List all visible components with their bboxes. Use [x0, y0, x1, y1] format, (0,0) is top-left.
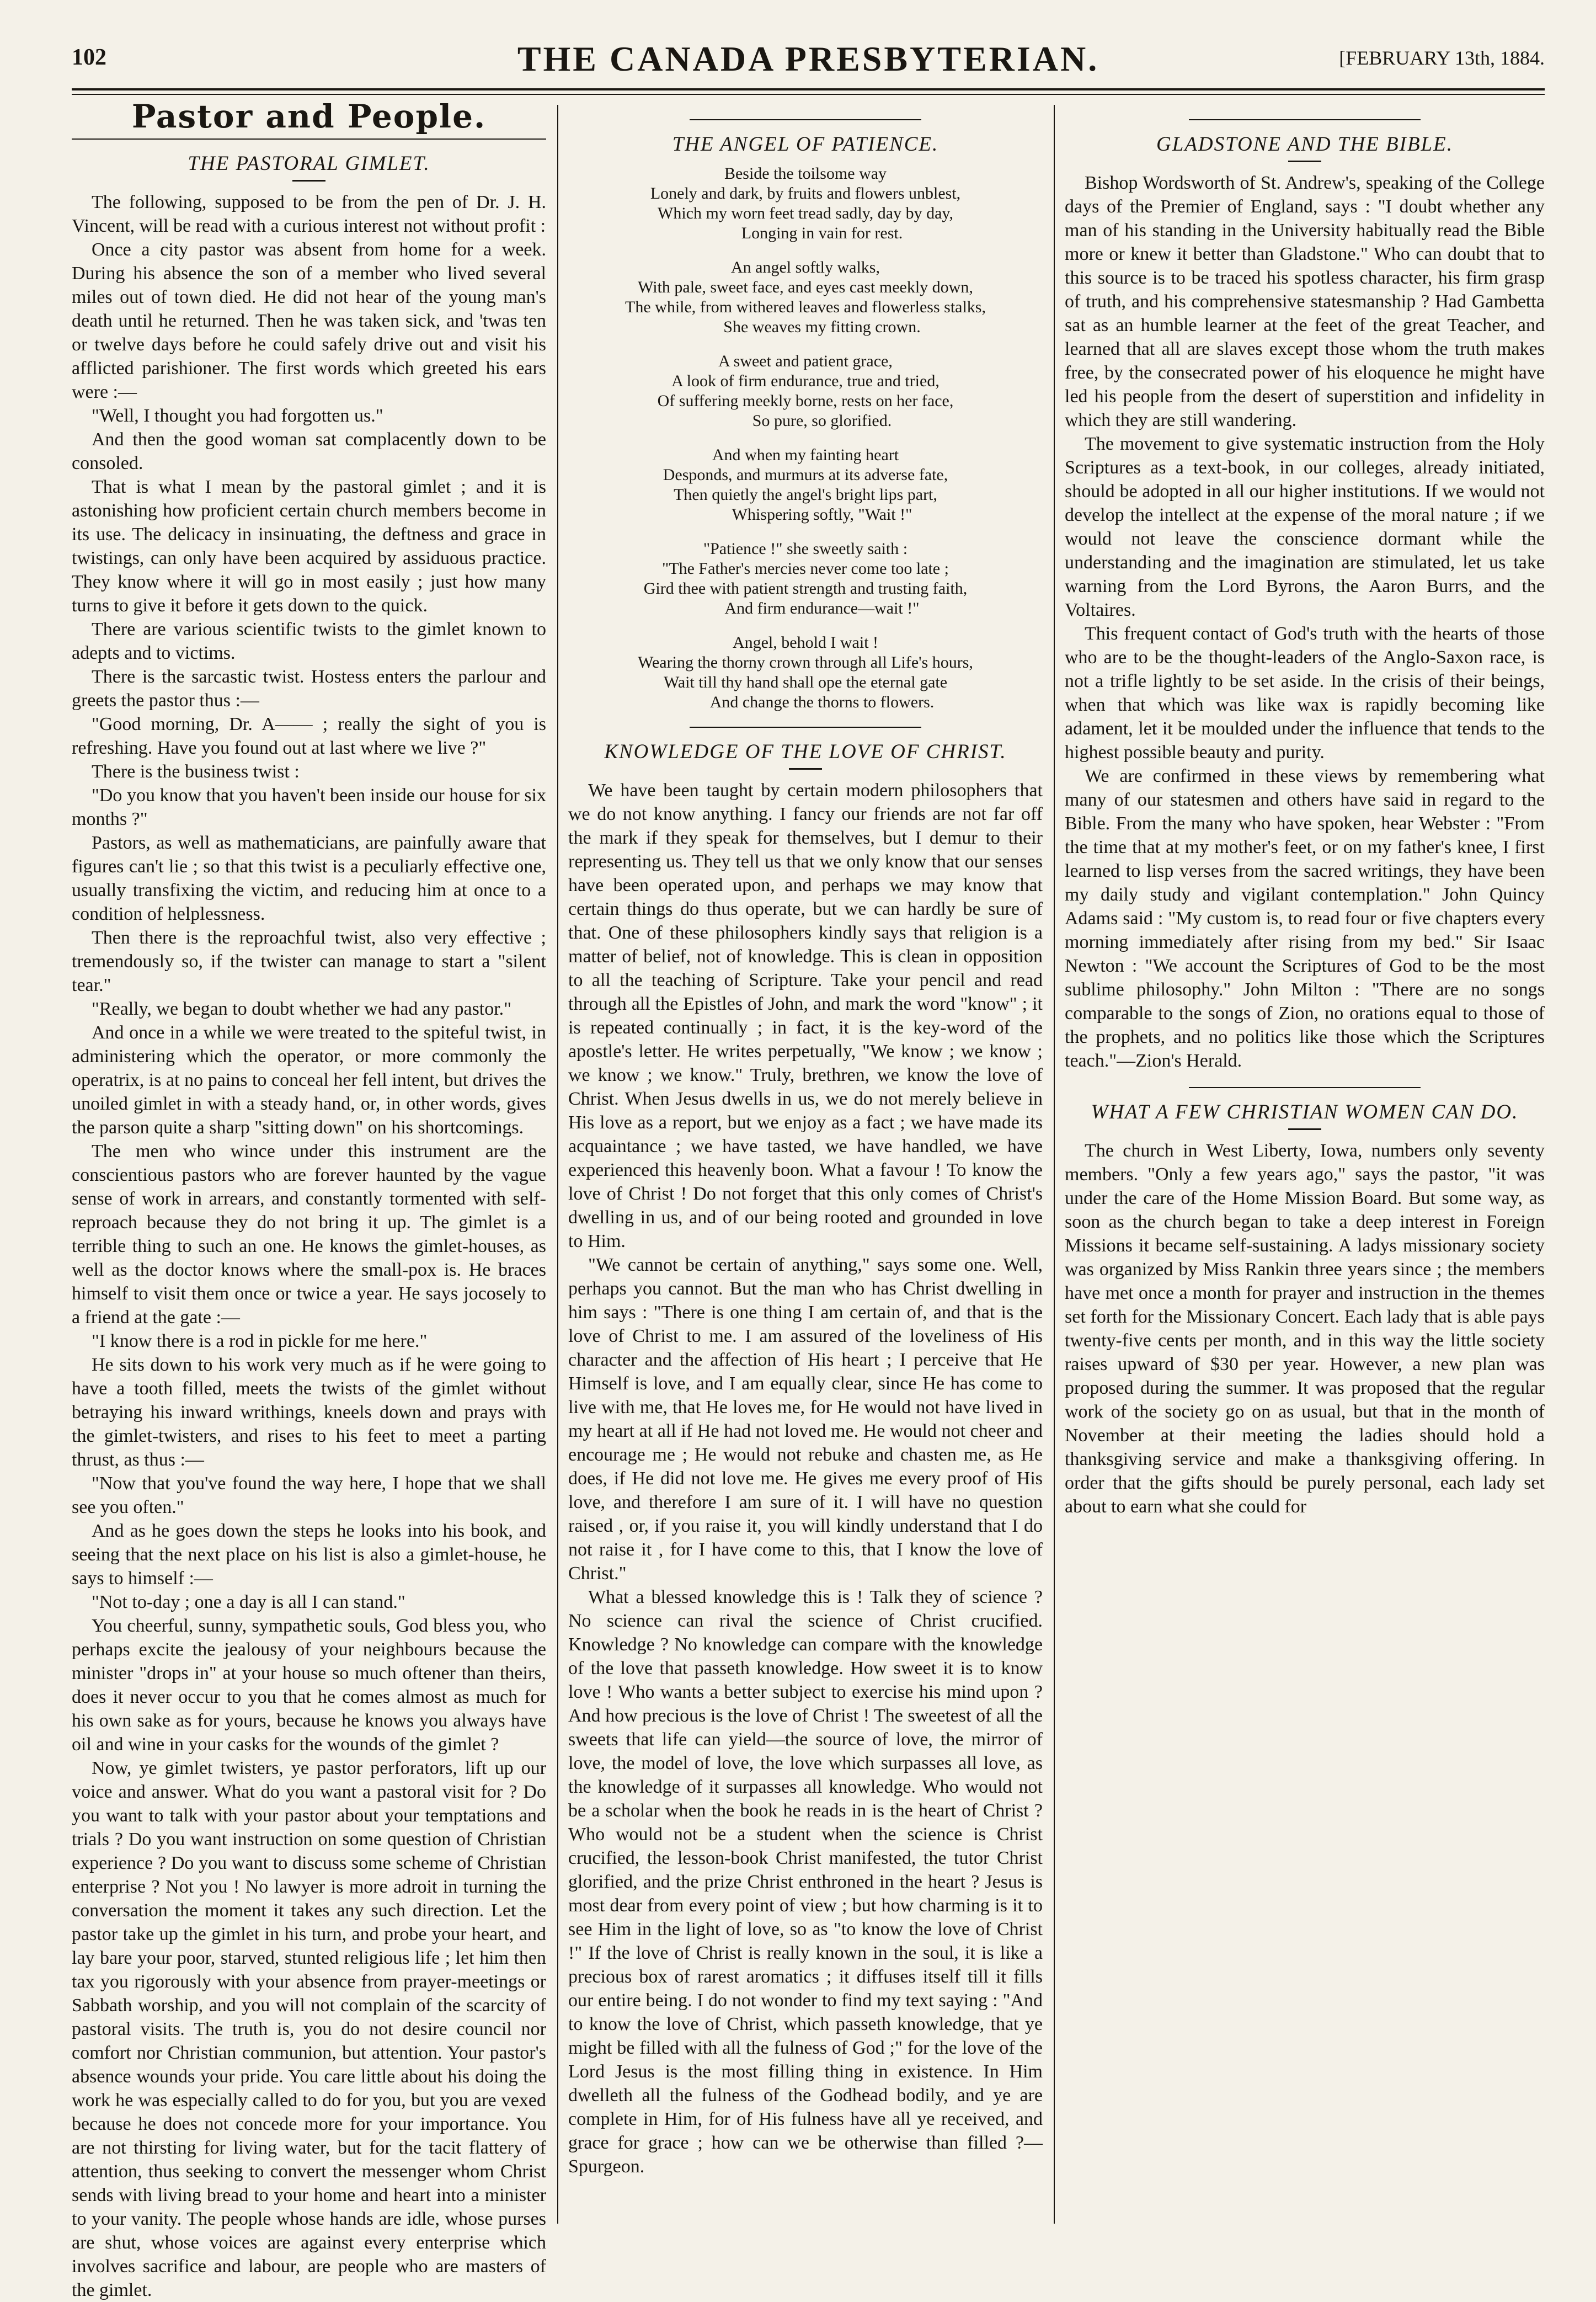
article-title: GLADSTONE AND THE BIBLE. [1156, 133, 1453, 156]
poem-line: Then quietly the angel's bright lips part, [674, 486, 937, 504]
poem-line: She weaves my fitting crown. [723, 318, 921, 336]
poem-stanza [568, 164, 1043, 243]
poem-line: "Patience !" she sweetly saith : [703, 540, 908, 558]
poem-title: THE ANGEL OF PATIENCE. [672, 133, 939, 156]
paragraph: The movement to give systematic instruction from the Holy Scriptures as a text-book, in our colleges, already initiated, should be adopted in all our higher institutions. If we would not develop the intellect at the expense of the moral nature ; if we would not leave the conscience dormant while the understanding and the imagination are stimulated, let us take warning from the Lord Byrons, the Aaron Burrs, and the Voltaires. [1065, 434, 1545, 620]
poem-line: Wait till thy hand shall ope the eternal gate [663, 673, 948, 691]
paragraph: "I know there is a rod in pickle for me here." [92, 1331, 428, 1351]
poem-stanza [568, 633, 1043, 712]
paragraph: What a blessed knowledge this is ! Talk they of science ? No science can rival the science of Christ crucified. Knowledge ? No knowledge can compare with the knowledge of the love that passeth knowledge. How sweet it is to know love ! Who wants a better subject to exercise his mind upon ? And how precious is the love of Christ ! The sweetest of all the sweets that life can yield—the source of love, the mirror of love, the model of love, the love which surpasses all love, as the knowledge of it surpasses all knowledge. Who would not be a scholar when the book he reads in is the heart of Christ ? Who would not be a student when the science is Christ crucified, the lesson-book Christ manifested, the tutor Christ glorified, and the prize Christ enthroned in the heart ? Jesus is most dear from every point of view ; but how charming is it to see Him in the light of love, so as "to know the love of Christ !" If the love of Christ is really known in the soul, it is like a precious box of rarest aromatics ; it diffuses itself till it fills our entire being. I do not wonder to find my text saying : "And to know the love of Christ, which passeth knowledge, that ye might be filled with all the fulness of God ;" for the love of the Lord Jesus is the most filling thing in existence. In Him dwelleth all the fulness of the Godhead bodily, and ye are complete in Him, for of His fulness have all ye received, and grace for grace ; how can we be otherwise than filled ?—Spurgeon. [568, 1587, 1043, 2177]
title-dash [1288, 161, 1321, 162]
paragraph: We are confirmed in these views by remembering what many of our statesmen and others have said in regard to the Bible. From the many who have spoken, hear Webster : "From the time that at my mother's feet, or on my father's knee, I first learned to lisp verses from the sacred writings, they have been my daily study and vigilant contemplation." John Quincy Adams said : "My custom is, to read four or five chapters every morning immediately after rising from my bed." Sir Isaac Newton : "We account the Scriptures of God to be the most sublime philosophy." John Milton : "There are no songs comparable to the songs of Zion, no orations equal to those of the prophets, and no politics like those which the Scriptures teach."—Zion's Herald. [1065, 766, 1545, 1071]
poem-line: A look of firm endurance, true and tried, [671, 372, 940, 390]
paragraph: "We cannot be certain of anything," says some one. Well, perhaps you cannot. But the man who has Christ dwelling in him says : "There is one thing I am certain of, and that is the love of Christ to me. I am assured of the loveliness of His character and the affection of His heart ; I perceive that He Himself is love, and I am equally clear, since He has come to live with me, that He loves me, for He would not have lived in my heart at all if He had not loved me. He would not cheer and encourage me ; He would not rebuke and chasten me, as He does, if He did not love me. He gives me every proof of His love, and therefore I am sure of it. I will have no question raised , or, if you raise it, you will kindly understand that I do not raise it , for I have come to this, that I know the love of Christ." [568, 1255, 1043, 1584]
poem-line: With pale, sweet face, and eyes cast meekly down, [638, 278, 973, 296]
poem-line: And when my fainting heart [712, 446, 899, 464]
heading-rule [72, 138, 546, 140]
poem-stanza [568, 351, 1043, 431]
poem-line: Desponds, and murmurs at its adverse fate, [663, 466, 948, 484]
poem-line: Beside the toilsome way [724, 164, 887, 183]
paragraph: And once in a while we were treated to the spiteful twist, in administering which the operator, or more commonly the operatrix, is at no pains to conceal her fell intent, but drives the unoiled gimlet in with a steady hand, or, in other words, gives the parson quite a sharp "sitting down" on his shortcomings. [72, 1022, 546, 1138]
title-dash [789, 768, 822, 770]
poem-stanza [568, 258, 1043, 337]
section-separator [690, 119, 921, 120]
paragraph: Once a city pastor was absent from home for a week. During his absence the son of a member who lived several miles out of town died. He did not hear of the young man's death until he returned. Then he was taken sick, and 'twas ten or twelve days before he could safely drive out and visit his afflicted parishioner. The first words which greeted his ears were :— [72, 239, 546, 402]
poem-line: Of suffering meekly borne, rests on her face, [657, 392, 954, 410]
article-title: WHAT A FEW CHRISTIAN WOMEN CAN DO. [1091, 1101, 1519, 1123]
column-rule [1054, 105, 1055, 2224]
column-3 [1065, 105, 1545, 2235]
poem-line: Angel, behold I wait ! [732, 633, 879, 652]
paragraph: There is the business twist : [92, 761, 300, 782]
header-rule [72, 88, 1545, 95]
paragraph: The following, supposed to be from the pen of Dr. J. H. Vincent, will be read with a curious interest not without profit : [72, 192, 546, 236]
paragraph: There is the sarcastic twist. Hostess enters the parlour and greets the pastor thus :— [72, 667, 546, 711]
paragraph: "Not to-day ; one a day is all I can stand." [92, 1592, 405, 1612]
poem-line: Wearing the thorny crown through all Life's hours, [638, 653, 973, 672]
section-separator [690, 727, 921, 728]
poem-line: A sweet and patient grace, [718, 352, 893, 370]
poem-stanza [568, 445, 1043, 525]
poem-line: Which my worn feet tread sadly, day by day, [658, 204, 953, 222]
paragraph: "Good morning, Dr. A—— ; really the sight of you is refreshing. Have you found out at last where we live ?" [72, 714, 546, 758]
section-separator [1189, 119, 1421, 120]
poem-line: Lonely and dark, by fruits and flowers unblest, [650, 184, 961, 203]
column-1 [72, 98, 546, 2300]
paragraph: The church in West Liberty, Iowa, numbers only seventy members. "Only a few years ago," says the pastor, "it was under the care of the Home Mission Board. But some way, as soon as the church began to take a deep interest in Foreign Missions it became self-sustaining. A ladys missionary society was organized by Miss Rankin three years since ; the members have met once a month for prayer and instruction in the themes set forth for the Missionary Concert. Each lady that is able pays twenty-five cents per month, and in this way the little society raises upward of $30 per year. However, a new plan was proposed during the summer. It was proposed that the regular work of the society go on as usual, but that in the month of November at their meeting the ladies should hold a thanksgiving service and make a thanksgiving offering. In order that the gifts should be purely personal, each lady set about to earn what she could for [1065, 1141, 1545, 1517]
page-number: 102 [72, 45, 106, 70]
page-header [72, 39, 1545, 83]
paragraph: The men who wince under this instrument are the conscientious pastors who are forever haunted by the vague sense of work in arrears, and constantly tormented with self-reproach because they do not bring it up. The gimlet is a terrible thing to such an one. He knows the gimlet-houses, as well as the doctor knows where the small-pox is. He braces himself to visit them once or twice a year. He says jocosely to a friend at the gate :— [72, 1141, 546, 1328]
title-dash [292, 180, 325, 182]
section-separator [1189, 1087, 1421, 1088]
article-title: THE PASTORAL GIMLET. [188, 152, 430, 175]
poem-line: And change the thorns to flowers. [709, 693, 935, 711]
paragraph: There are various scientific twists to the gimlet known to adepts and to victims. [72, 619, 546, 663]
paragraph: Bishop Wordsworth of St. Andrew's, speaking of the College days of the Premier of England, says : "I doubt whether any man of his standing in the University habitually read the Bible more or knew it better than Gladstone." Who can doubt that to this source is to be traced his spotless character, his firm grasp of truth, and his comprehensive statesmanship ? Had Gambetta sat as an humble learner at the feet of the great Teacher, and learned that all are slaves except those whom the truth makes free, by the consecrated power of his eloquence he might have led his people from the desert of superstition and infidelity in which they are still wandering. [1065, 173, 1545, 430]
paragraph: Pastors, as well as mathematicians, are painfully aware that figures can't lie ; so that this twist is a peculiarly effective one, usually transfixing the victim, and reducing him at once to a condition of helplessness. [72, 833, 546, 924]
poem-line: "The Father's mercies never come too late ; [662, 559, 949, 578]
department-heading: Pastor and People. [131, 98, 487, 135]
paragraph: This frequent contact of God's truth with the hearts of those who are to be the thought-leaders of the Anglo-Saxon race, is not a trifle lightly to be set aside. In the crisis of their beings, when that which was like wax is rapidly becoming like adament, let it be moulded under the influence that tends to the highest possible beauty and purity. [1065, 624, 1545, 763]
paragraph: That is what I mean by the pastoral gimlet ; and it is astonishing how proficient certain church members become in its use. The delicacy in insinuating, the deftness and grace in twistings, can only have been acquired by assiduous practice. They know where it will go in most easily ; just how many turns to give it before it gets down to the quick. [72, 477, 546, 616]
paragraph: "Do you know that you haven't been inside our house for six months ?" [72, 785, 546, 829]
poem-stanza [568, 539, 1043, 619]
paragraph: And then the good woman sat complacently down to be consoled. [72, 429, 546, 473]
paragraph: Now, ye gimlet twisters, ye pastor perforators, lift up our voice and answer. What do you want a pastoral visit for ? Do you want to talk with your pastor about your temptations and trials ? Do you want instruction on some question of Christian experience ? Do you want to discuss some scheme of Christian enterprise ? Not you ! No lawyer is more adroit in turning the conversation the moment it takes any such direction. Let the pastor take up the gimlet in his turn, and probe your heart, and lay bare your poor, starved, stunted religious life ; let him then tax you rigorously with your absence from prayer-meetings or Sabbath worship, and you will not complain of the scarcity of pastoral visits. The truth is, you do not desire council nor comfort nor Christian communion, but attention. Your pastor's absence wounds your pride. You care little about his doing the work he was especially called to do for you, but you are vexed because he does not concede more for your importance. You are not thirsting for living water, but for the tacit flattery of attention, thus seeking to convert the messenger whom Christ sends with living bread to your home and heart into a minister to your vanity. The people whose hands are idle, whose purses are shut, whose voices are against every enterprise which involves sacrifice and labour, are people who are masters of the gimlet. [72, 1758, 546, 2300]
poem-line: An angel softly walks, [731, 258, 880, 276]
article-title: KNOWLEDGE OF THE LOVE OF CHRIST. [604, 740, 1007, 763]
paragraph: Then there is the reproachful twist, also very effective ; tremendously so, if the twister can manage to start a "silent tear." [72, 928, 546, 995]
paragraph: "Well, I thought you had forgotten us." [92, 406, 383, 426]
poem-line: The while, from withered leaves and flowerless stalks, [625, 298, 986, 316]
poem-line: And firm endurance—wait !" [724, 599, 920, 617]
paragraph: "Really, we began to doubt whether we had any pastor." [92, 999, 512, 1019]
poem-line: So pure, so glorified. [752, 412, 892, 430]
paragraph: And as he goes down the steps he looks into his book, and seeing that the next place on his list is also a gimlet-house, he says to himself :— [72, 1521, 546, 1589]
poem-line: Gird thee with patient strength and trusting faith, [643, 579, 968, 598]
column-rule [557, 105, 558, 2224]
column-2 [568, 105, 1043, 2235]
issue-date: [FEBRUARY 13th, 1884. [1339, 47, 1545, 69]
paragraph: We have been taught by certain modern philosophers that we do not know anything. I fancy our friends are not far off the mark if they speak for themselves, but I demur to their representing us. They tell us that we only know that our senses have been operated upon, and perhaps we may know that certain things do thus operate, but we can hardly be sure of that. One of these philosophers kindly says that religion is a matter of belief, not of knowledge. This is clean in opposition to all the teaching of Scripture. Take your pencil and read through all the Epistles of John, and mark the word "know" ; it is repeated continually ; in fact, it is the key-word of the apostle's letter. He writes perpetually, "We know ; we know ; we know ; we know." Truly, brethren, we know the love of Christ. When Jesus dwells in us, we do not merely believe in His love as a report, but we enjoy as a fact ; we have made its acquaintance ; we have tasted, we have handled, we have experienced this heavenly boon. What a favour ! To know the love of Christ ! Do not forget that this only comes of Christ's dwelling in us, and of our being rooted and grounded in love to Him. [568, 780, 1043, 1251]
poem-line: Longing in vain for rest. [741, 224, 903, 242]
paragraph: He sits down to his work very much as if he were going to have a tooth filled, meets the twists of the gimlet without betraying his inward writhings, kneels down and prays with the gimlet-twisters, and rises to his feet to meet a parting thrust, as thus :— [72, 1355, 546, 1470]
masthead-title: THE CANADA PRESBYTERIAN. [517, 39, 1099, 78]
title-dash [1288, 1128, 1321, 1130]
paragraph: "Now that you've found the way here, I hope that we shall see you often." [72, 1473, 546, 1517]
paragraph: You cheerful, sunny, sympathetic souls, God bless you, who perhaps excite the jealousy of your neighbours because the minister "drops in" at your house so much oftener than theirs, does it never occur to you that he comes almost as much for his own sake as for yours, because he knows you always have oil and wine in your casks for the wounds of the gimlet ? [72, 1616, 546, 1755]
poem [568, 164, 1043, 712]
poem-line: Whispering softly, "Wait !" [732, 505, 912, 524]
